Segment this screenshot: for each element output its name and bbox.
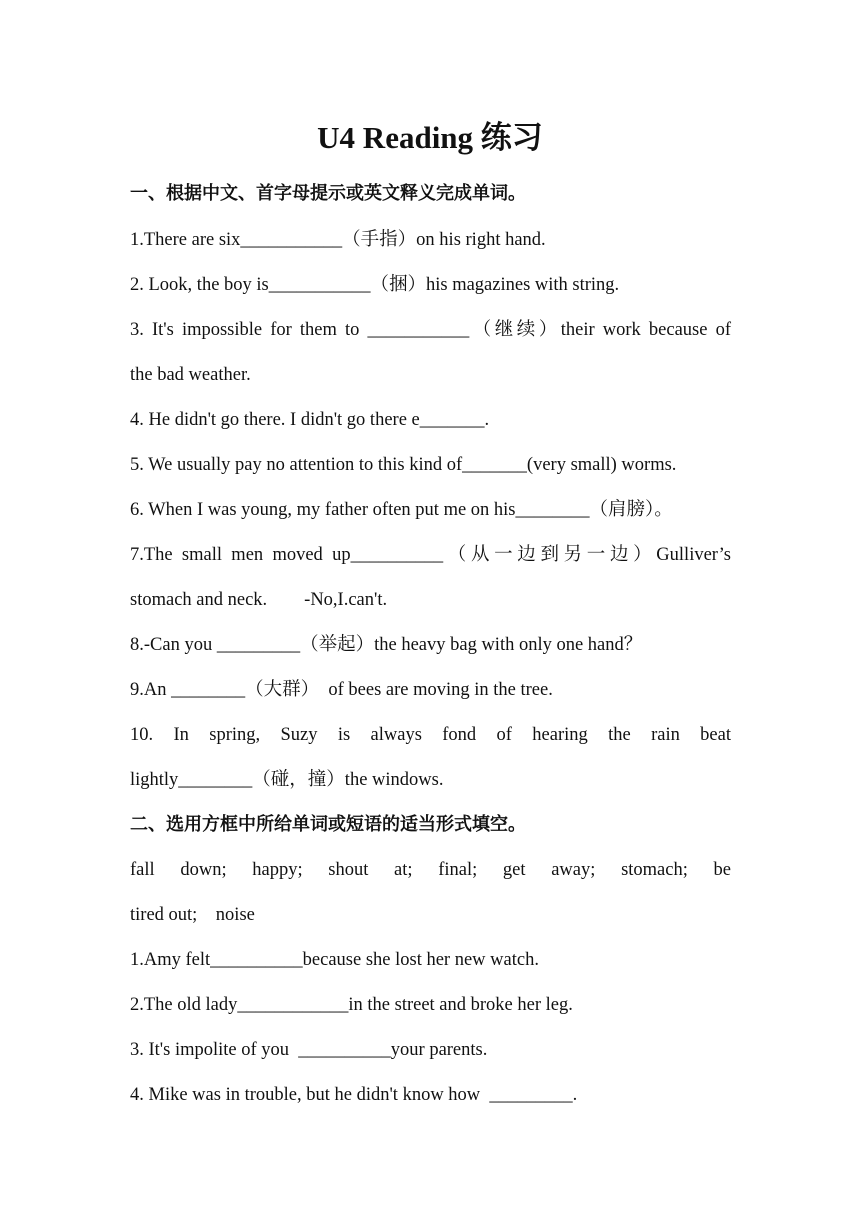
exercise-line: 7.The small men moved up__________（从一边到另一边）Gulliver’s (130, 545, 731, 565)
section1-heading: 一、根据中文、首字母提示或英文释义完成单词。 (130, 183, 526, 204)
word-box-line: fall down; happy; shout at; final; get away; stomach; be (130, 860, 731, 880)
exercise-line: 1.Amy felt__________because she lost her new watch. (130, 950, 539, 970)
exercise-line: 8.-Can you _________（举起）the heavy bag with only one hand？ (130, 635, 643, 655)
section2-heading: 二、选用方框中所给单词或短语的适当形式填空。 (130, 814, 526, 835)
exercise-line: 3. It's impolite of you __________your parents. (130, 1040, 488, 1060)
exercise-line: 2.The old lady____________in the street and broke her leg. (130, 995, 573, 1015)
exercise-line: 6. When I was young, my father often put me on his________（肩膀）。 (130, 500, 673, 520)
exercise-line: 1.There are six___________（手指）on his right hand. (130, 230, 546, 250)
exercise-line: 4. Mike was in trouble, but he didn't know how _________. (130, 1085, 578, 1105)
exercise-line: lightly________（碰，撞）the windows. (130, 770, 444, 790)
exercise-line: 9.An ________（大群） of bees are moving in the tree. (130, 680, 553, 700)
exercise-line: the bad weather. (130, 365, 251, 385)
exercise-line: 10. In spring, Suzy is always fond of hearing the rain beat (130, 725, 731, 745)
exercise-line: 3. It's impossible for them to ___________（继续）their work because of (130, 320, 731, 340)
word-box-line: tired out; noise (130, 905, 255, 925)
exercise-line: stomach and neck. -No,I.can't. (130, 590, 388, 610)
exercise-line: 2. Look, the boy is___________（捆）his magazines with string. (130, 275, 620, 295)
exercise-line: 5. We usually pay no attention to this kind of_______(very small) worms. (130, 455, 677, 475)
exercise-line: 4. He didn't go there. I didn't go there e_______. (130, 410, 490, 430)
page-title: U4 Reading 练习 (317, 120, 543, 155)
